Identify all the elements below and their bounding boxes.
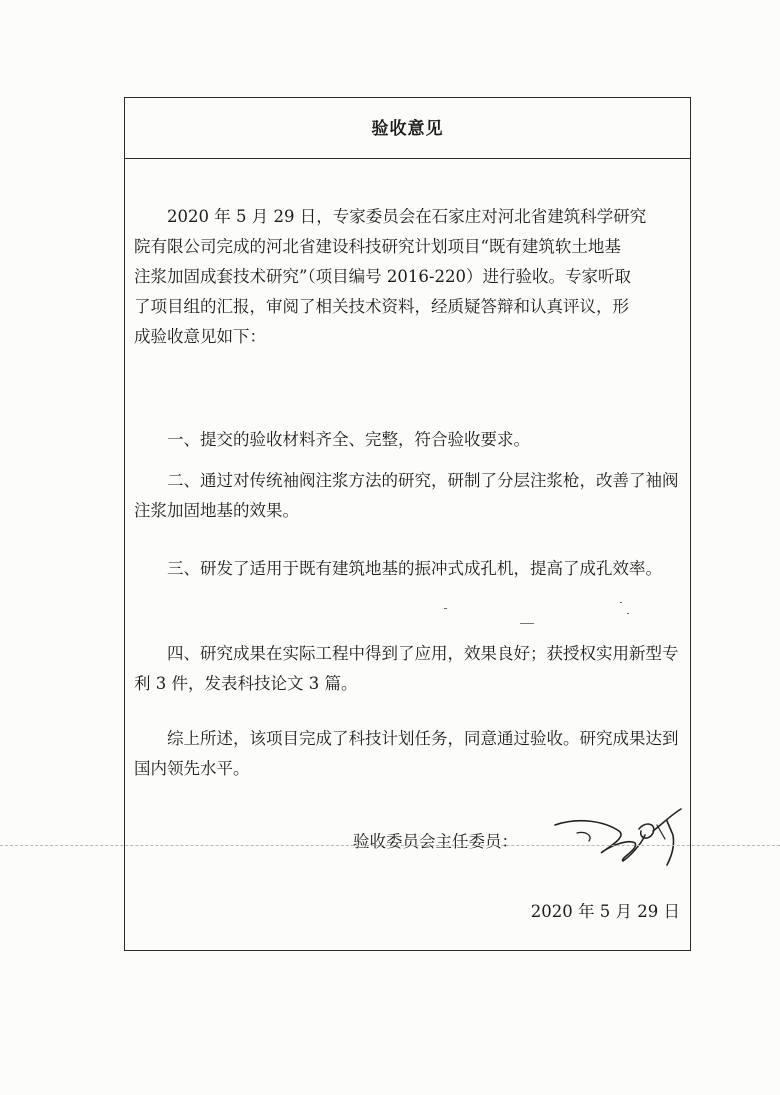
paragraph-line: 了项目组的汇报，审阅了相关技术资料，经质疑答辩和认真评议，形 [134,297,629,316]
opinion-item-4: 四、研究成果在实际工程中得到了应用，效果良好；获授权实用新型专利 3 件，发表科技论文 3 篇。 [134,644,679,693]
signature-date: 2020 年 5 月 29 日 [530,902,680,921]
summary-paragraph: 综上所述，该项目完成了科技计划任务，同意通过验收。研究成果达到国内领先水平。 [134,729,679,778]
scan-speck [444,608,447,609]
title-row [125,98,690,159]
paragraph-line: 院有限公司完成的河北省建设科技研究计划项目“既有建筑软土地基 [134,237,621,256]
form-title: 验收意见 [371,119,444,139]
opinion-item-3: 三、研发了适用于既有建筑地基的振冲式成孔机，提高了成孔效率。 [167,559,662,578]
paragraph-line: 2020 年 5 月 29 日，专家委员会在石家庄对河北省建筑科学研究 [167,207,647,226]
opinion-item-2: 二、通过对传统袖阀注浆方法的研究，研制了分层注浆枪，改善了袖阀注浆加固地基的效果。 [134,471,679,520]
paragraph-line: 注浆加固成套技术研究”（项目编号 2016-220）进行验收。专家听取 [134,267,631,286]
scan-speck [620,602,622,603]
acceptance-opinion-form [124,97,691,951]
scan-artifact-line [0,845,780,846]
opening-paragraph [134,202,682,352]
handwritten-signature [549,795,699,867]
scan-speck [627,613,629,614]
opinion-item-1: 一、提交的验收材料齐全、完整，符合验收要求。 [167,430,530,449]
signature-label: 验收委员会主任委员： [353,832,518,851]
paragraph-line: 成验收意见如下： [134,327,266,346]
scan-speck [520,623,534,624]
